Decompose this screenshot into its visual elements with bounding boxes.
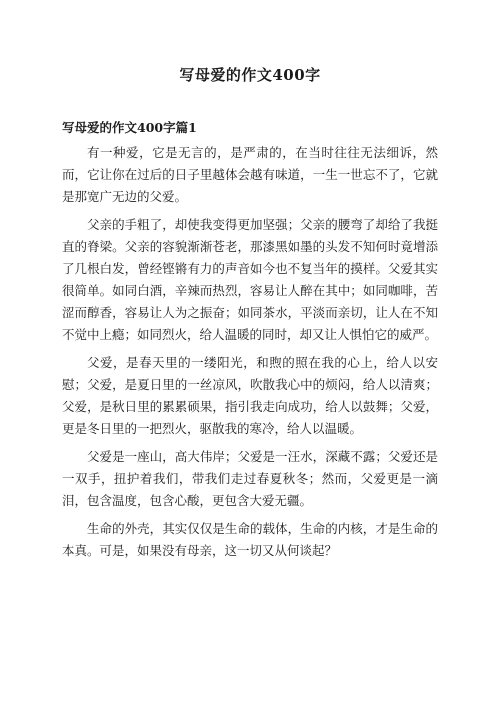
paragraph-2: 父亲的手粗了，却使我变得更加坚强；父亲的腰弯了却给了我挺直的脊梁。父亲的容貌渐渐苍老，那漆黑如墨的头发不知何时竟增添了几根白发，曾经铿锵有力的声音如今也不复当年的摸样。父爱其实很简单。如同白酒，辛辣而热烈，容易让人醉在其中；如同咖啡，苦涩而醇香，容易让人为之振奋；如同茶水，平淡而亲切，让人在不知不觉中上瘾；如同烈火，给人温暖的同时，却又让人惧怕它的威严。 (62, 217, 438, 342)
paragraph-1: 有一种爱，它是无言的，是严肃的，在当时往往无法细诉，然而，它让你在过后的日子里越体会越有味道，一生一世忘不了，它就是那宽广无边的父爱。 (62, 145, 438, 204)
paragraph-5: 生命的外壳，其实仅仅是生命的载体，生命的内核，才是生命的本真。可是，如果没有母亲，这一切又从何谈起？ (62, 521, 438, 558)
section-title: 写母爱的作文400字篇1 (62, 120, 197, 135)
paragraph-4: 父爱是一座山，高大伟岸；父爱是一汪水，深藏不露；父爱还是一双手，扭护着我们，带我们走过春夏秋冬；然而，父爱更是一滴泪，包含温度，包含心酸，更包含大爱无疆。 (62, 449, 438, 508)
document-body (62, 142, 438, 568)
document-title: 写母爱的作文400字 (179, 66, 321, 84)
paragraph-3: 父爱，是春天里的一缕阳光，和煦的照在我的心上，给人以安慰；父爱，是夏日里的一丝凉风，吹散我心中的烦闷，给人以清爽；父爱，是秋日里的累累硕果，指引我走向成功，给人以鼓舞；父爱，更是冬日里的一把烈火，驱散我的寒冷，给人以温暖。 (62, 355, 438, 436)
